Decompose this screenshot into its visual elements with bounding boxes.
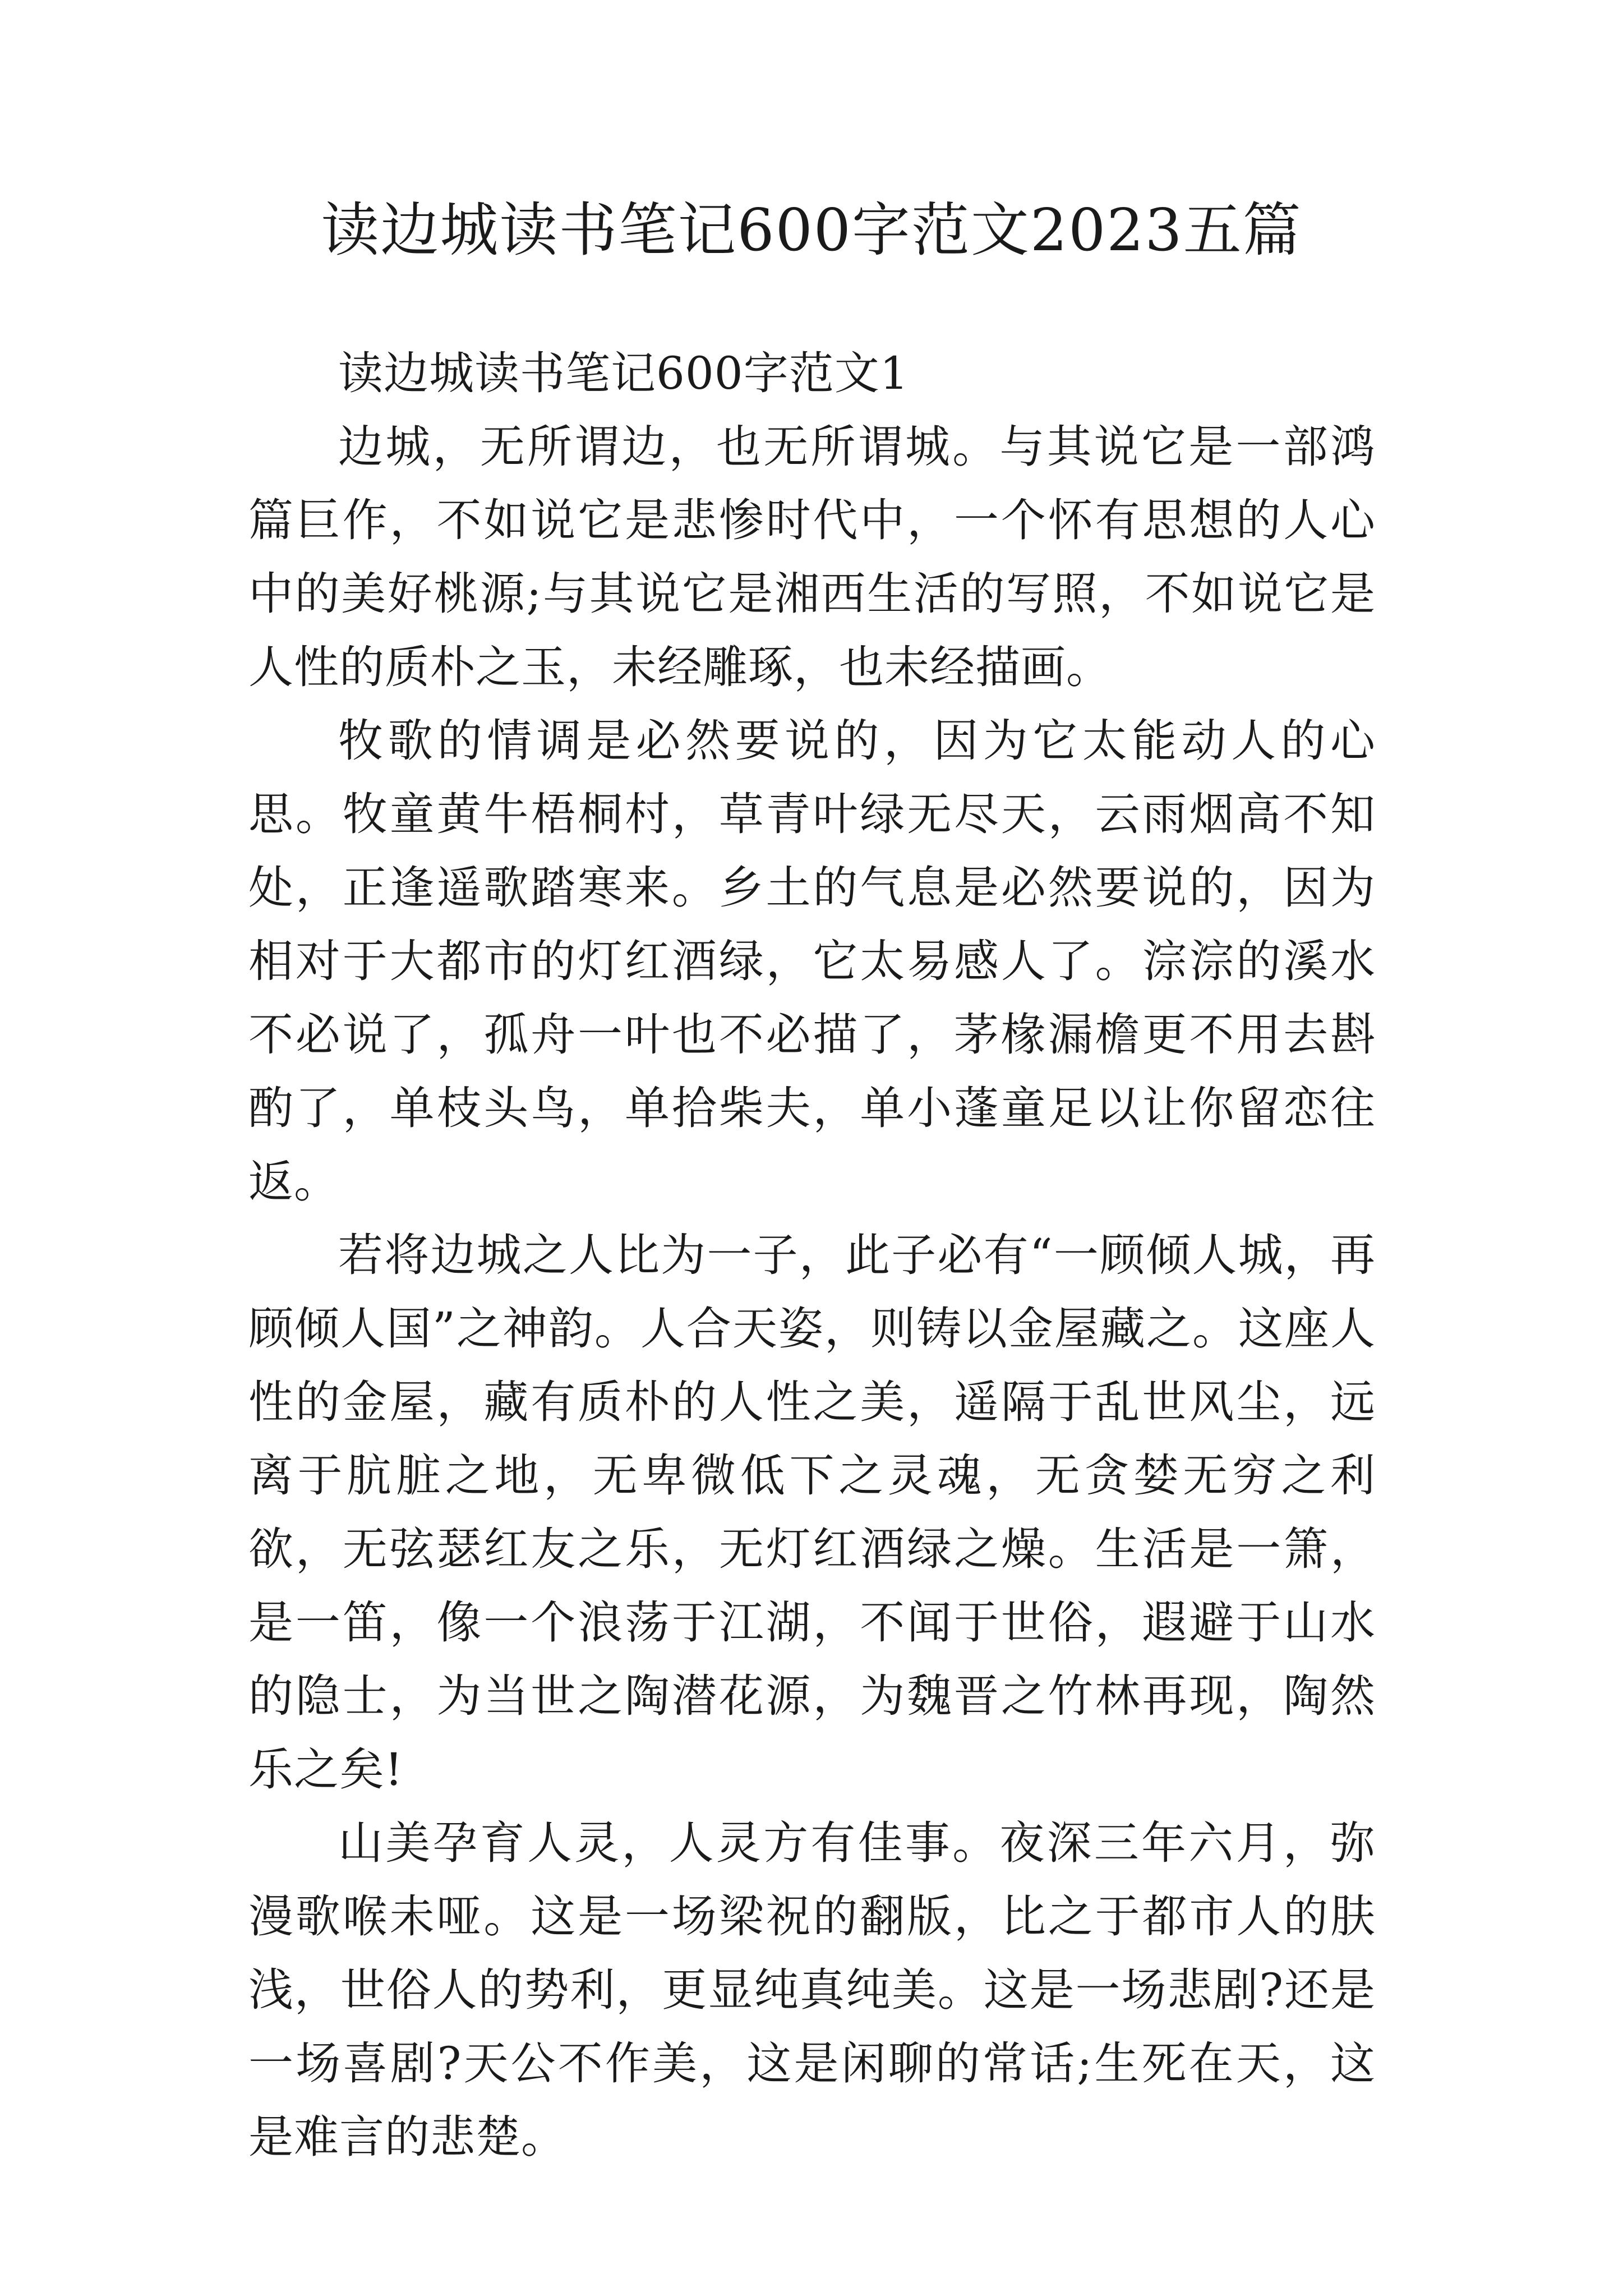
paragraph-2: 牧歌的情调是必然要说的，因为它太能动人的心思。牧童黄牛梧桐村，草青叶绿无尽天，云雨烟高不知处，正逢遥歌踏寒来。乡土的气息是必然要说的，因为相对于大都市的灯红酒绿，它太易感人了。淙淙的溪水不必说了，孤舟一叶也不必描了，茅椽漏檐更不用去斟酌了，单枝头鸟，单拾柴夫，单小蓬童足以让你留恋往返。 — [248, 715, 1376, 1208]
section-heading: 读边城读书笔记600字范文1 — [338, 347, 909, 399]
paragraph-3: 若将边城之人比为一子，此子必有“一顾倾人城，再顾倾人国”之神韵。人合天姿，则铸以金屋藏之。这座人性的金屋，藏有质朴的人性之美，遥隔于乱世风尘，远离于肮脏之地，无卑微低下之灵魂，无贪婪无穷之利欲，无弦瑟红友之乐，无灯红酒绿之燥。生活是一箫，是一笛，像一个浪荡于江湖，不闻于世俗，遐避于山水的隐士，为当世之陶潜花源，为魏晋之竹林再现，陶然乐之矣! — [248, 1229, 1376, 1796]
document-title: 读边城读书笔记600字范文2023五篇 — [321, 196, 1302, 264]
paragraph-4: 山美孕育人灵，人灵方有佳事。夜深三年六月，弥漫歌喉未哑。这是一场梁祝的翻版，比之于都市人的肤浅，世俗人的势利，更显纯真纯美。这是一场悲剧?还是一场喜剧?天公不作美，这是闲聊的常话;生死在天，这是难言的悲楚。 — [248, 1817, 1376, 2163]
document-body — [248, 337, 1376, 2174]
paragraph-1: 边城，无所谓边，也无所谓城。与其说它是一部鸿篇巨作，不如说它是悲惨时代中，一个怀有思想的人心中的美好桃源;与其说它是湘西生活的写照，不如说它是人性的质朴之玉，未经雕琢，也未经描画。 — [248, 421, 1376, 693]
